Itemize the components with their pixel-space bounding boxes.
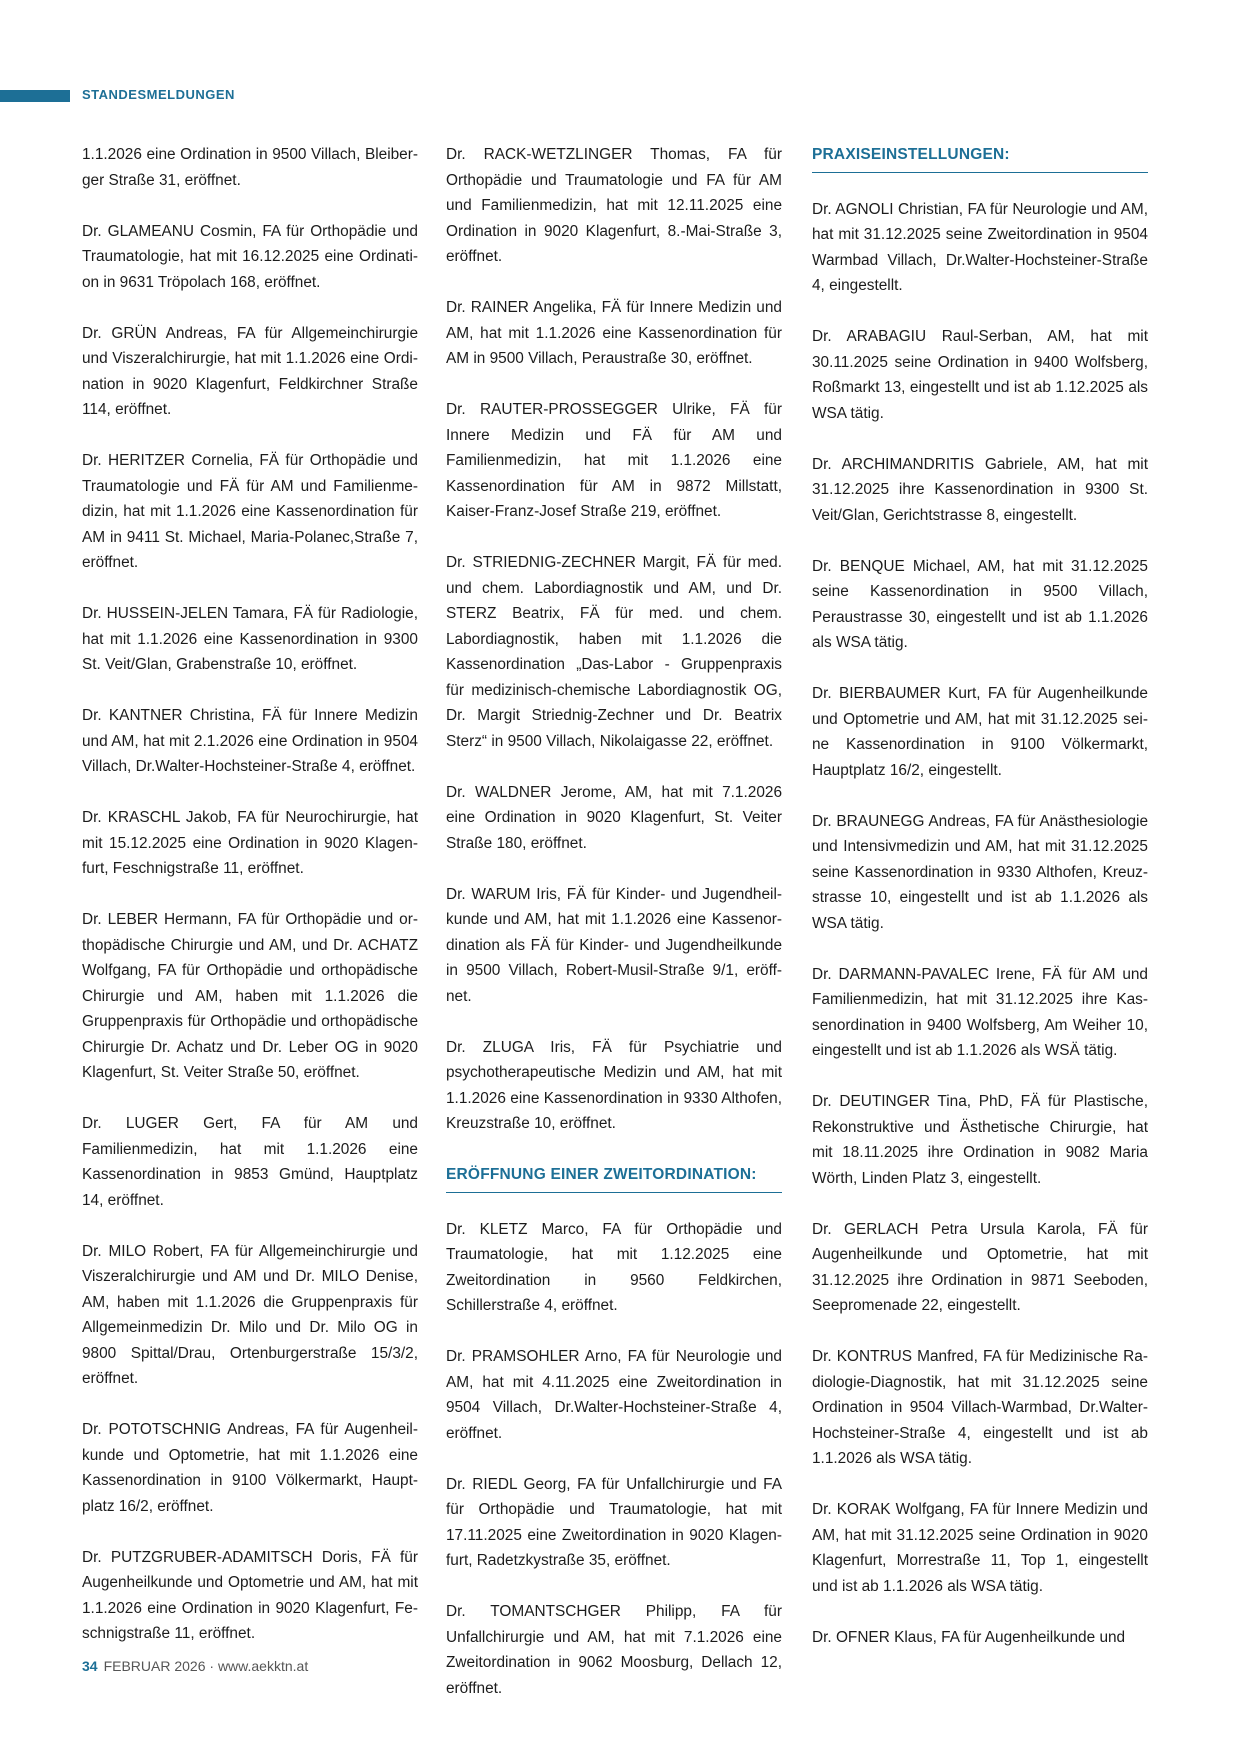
entry: Dr. KANTNER Christina, FÄ für Innere Medizin und AM, hat mit 2.1.2026 eine Ordination in 9504 Villach, Dr.Walter-Hochsteiner-Straße 4, eröffnet. <box>82 707 418 775</box>
entry: Dr. KORAK Wolfgang, FA für Innere Medizin und AM, hat mit 31.12.2025 seine Ordination in 9020 Klagenfurt, Morrestraße 11, Top 1, eingestellt und ist ab 1.1.2026 als WSA tätig. <box>812 1501 1148 1595</box>
entry: Dr. KLETZ Marco, FA für Orthopädie und Traumatologie, hat mit 1.12.2025 eine Zweitordination in 9560 Feldkirchen, Schillerstraße 4, eröffnet. <box>446 1220 782 1314</box>
entry: Dr. BIERBAUMER Kurt, FA für Augenheilkunde und Optometrie und AM, hat mit 31.12.2025 seine Kassenordination in 9100 Völkermarkt, Hauptplatz 16/2, eingestellt. <box>812 685 1148 779</box>
entry: Dr. WARUM Iris, FÄ für Kinder- und Jugendheilkunde und AM, hat mit 1.1.2026 eine Kassenordination als FÄ für Kinder- und Jugendheilkunde in 9500 Villach, Robert-Musil-Straße 9/1, eröffnet. <box>446 885 782 1005</box>
entry: Dr. MILO Robert, FA für Allgemeinchirurgie und Viszeralchirurgie und AM und Dr. MILO Denise, AM, haben mit 1.1.2026 die Gruppenpraxis für Allgemeinmedizin Dr. Milo und Dr. Milo OG in 9800 Spittal/Drau, Ortenburgerstraße 15/3/2, eröffnet. <box>82 1242 418 1387</box>
entry: Dr. LUGER Gert, FA für AM und Familienmedizin, hat mit 1.1.2026 eine Kassenordination in 9853 Gmünd, Hauptplatz 14, eröffnet. <box>82 1115 418 1209</box>
entry: Dr. LEBER Hermann, FA für Orthopädie und orthopädische Chirurgie und AM, und Dr. ACHATZ Wolfgang, FA für Orthopädie und orthopädische Chirurgie und AM, haben mit 1.1.2026 die Gruppenpraxis für Orthopädie und orthopädische Chirurgie Dr. Achatz und Dr. Leber OG in 9020 Klagenfurt, St. Veiter Straße 50, eröffnet. <box>82 911 418 1081</box>
entry: Dr. TOMANTSCHGER Philipp, FA für Unfallchirurgie und AM, hat mit 7.1.2026 eine Zweitordination in 9062 Moosburg, Dellach 12, eröffnet. <box>446 1603 782 1697</box>
entry: Dr. RAUTER-PROSSEGGER Ulrike, FÄ für Innere Medizin und FÄ für AM und Familienmedizin, hat mit 1.1.2026 eine Kassenordination für AM in 9872 Millstatt, Kaiser-Franz-Josef Straße 219, eröffnet. <box>446 401 782 520</box>
entry: Dr. DEUTINGER Tina, PhD, FÄ für Plastische, Rekonstruktive und Ästhetische Chirurgie, hat mit 18.11.2025 ihre Ordination in 9082 Maria Wörth, Linden Platz 3, eingestellt. <box>812 1093 1148 1187</box>
section-accent-bar <box>0 90 70 102</box>
entry: Dr. ARABAGIU Raul-Serban, AM, hat mit 30.11.2025 seine Ordination in 9400 Wolfsberg, Roßmarkt 13, eingestellt und ist ab 1.12.2025 als WSA tätig. <box>812 328 1148 422</box>
entry: Dr. RACK-WETZLINGER Thomas, FA für Orthopädie und Traumatologie und FA für AM und Familienmedizin, hat mit 12.11.2025 eine Ordination in 9020 Klagenfurt, 8.-Mai-Straße 3, eröffnet. <box>446 146 782 265</box>
entry: Dr. KONTRUS Manfred, FA für Medizinische Radiologie-Diagnostik, hat mit 31.12.2025 seine Ordination in 9504 Villach-Warmbad, Dr.Walter-Hochsteiner-Straße 4, eingestellt und ist ab 1.1.2026 als WSA tätig. <box>812 1348 1148 1467</box>
entry: Dr. PUTZGRUBER-ADAMITSCH Doris, FÄ für Augenheilkunde und Optometrie und AM, hat mit 1.1.2026 eine Ordination in 9020 Klagenfurt, Feschnigstraße 11, eröffnet. <box>82 1548 418 1642</box>
entry: Dr. STRIEDNIG-ZECHNER Margit, FÄ für med. und chem. Labordiagnostik und AM, und Dr. STERZ Beatrix, FÄ für med. und chem. Labordiagnostik, haben mit 1.1.2026 die Kassenordination „Das-Labor - Gruppenpraxis für medizinisch-chemische Labordiagnostik OG, Dr. Margit Striednig-Zechner und Dr. Beatrix Sterz“ in 9500 Villach, Nikolaigasse 22, eröffnet. <box>446 554 782 750</box>
column-1 <box>82 142 418 1672</box>
section-heading-praxiseinstellungen: PRAXISEINSTELLUNGEN: <box>812 142 1148 173</box>
entry: Dr. KRASCHL Jakob, FA für Neurochirurgie, hat mit 15.12.2025 eine Ordination in 9020 Klagenfurt, Feschnigstraße 11, eröffnet. <box>82 809 418 877</box>
entry: Dr. PRAMSOHLER Arno, FA für Neurologie und AM, hat mit 4.11.2025 eine Zweitordination in 9504 Villach, Dr.Walter-Hochsteiner-Straße 4, eröffnet. <box>446 1348 782 1442</box>
entry: Dr. OFNER Klaus, FA für Augenheilkunde und <box>812 1628 1126 1646</box>
page-footer <box>82 1658 308 1674</box>
entry: Dr. BRAUNEGG Andreas, FA für Anästhesiologie und Intensivmedizin und AM, hat mit 31.12.2025 seine Kassenordination in 9330 Althofen, Kreuzstrasse 10, eingestellt und ist ab 1.1.2026 als WSA tätig. <box>812 812 1148 932</box>
entry: Dr. GLAMEANU Cosmin, FA für Orthopädie und Traumatologie, hat mit 16.12.2025 eine Ordination in 9631 Tröpolach 168, eröffnet. <box>82 222 418 291</box>
entry: Dr. POTOTSCHNIG Andreas, FA für Augenheilkunde und Optometrie, hat mit 1.1.2026 eine Kassenordination in 9100 Völkermarkt, Hauptplatz 16/2, eröffnet. <box>82 1421 418 1515</box>
entry: 1.1.2026 eine Ordination in 9500 Villach, Bleiberger Straße 31, eröffnet. <box>82 146 418 189</box>
entry: Dr. GRÜN Andreas, FA für Allgemeinchirurgie und Viszeralchirurgie, hat mit 1.1.2026 eine Ordination in 9020 Klagenfurt, Feldkirchner Straße 114, eröffnet. <box>82 324 418 418</box>
entry: Dr. BENQUE Michael, AM, hat mit 31.12.2025 seine Kassenordination in 9500 Villach, Peraustrasse 30, eingestellt und ist ab 1.1.2026 als WSA tätig. <box>812 557 1148 651</box>
entry: Dr. WALDNER Jerome, AM, hat mit 7.1.2026 eine Ordination in 9020 Klagenfurt, St. Veiter Straße 180, eröffnet. <box>446 783 782 852</box>
entry: Dr. AGNOLI Christian, FA für Neurologie und AM, hat mit 31.12.2025 seine Zweitordination in 9504 Warmbad Villach, Dr.Walter-Hochsteiner-Straße 4, eingestellt. <box>812 200 1148 294</box>
footer-text: FEBRUAR 2026 · www.aekktn.at <box>103 1658 309 1674</box>
entry: Dr. ZLUGA Iris, FÄ für Psychiatrie und psychotherapeutische Medizin und AM, hat mit 1.1.2026 eine Kassenordination in 9330 Althofen, Kreuzstraße 10, eröffnet. <box>446 1038 782 1132</box>
entry: Dr. GERLACH Petra Ursula Karola, FÄ für Augenheilkunde und Optometrie, hat mit 31.12.2025 ihre Ordination in 9871 Seeboden, Seepromenade 22, eingestellt. <box>812 1220 1148 1314</box>
entry: Dr. RAINER Angelika, FÄ für Innere Medizin und AM, hat mit 1.1.2026 eine Kassenordination für AM in 9500 Villach, Peraustraße 30, eröffnet. <box>446 299 782 367</box>
entry: Dr. HERITZER Cornelia, FÄ für Orthopädie und Traumatologie und FÄ für AM und Familienmedizin, hat mit 1.1.2026 eine Kassenordination für AM in 9411 St. Michael, Maria-Polanec,Straße 7, eröffnet. <box>82 452 418 571</box>
entry: Dr. DARMANN-PAVALEC Irene, FÄ für AM und Familienmedizin, hat mit 31.12.2025 ihre Kassenordination in 9400 Wolfsberg, Am Weiher 10, eingestellt und ist ab 1.1.2026 als WSÄ tätig. <box>812 965 1148 1059</box>
entry: Dr. ARCHIMANDRITIS Gabriele, AM, hat mit 31.12.2025 ihre Kassenordination in 9300 St. Veit/Glan, Gerichtstrasse 8, eingestellt. <box>812 455 1148 524</box>
page-number: 34 <box>82 1658 98 1674</box>
section-label: STANDESMELDUNGEN <box>82 87 235 102</box>
column-3 <box>812 142 1148 1676</box>
entry: Dr. HUSSEIN-JELEN Tamara, FÄ für Radiologie, hat mit 1.1.2026 eine Kassenordination in 9300 St. Veit/Glan, Grabenstraße 10, eröffnet. <box>82 605 418 673</box>
section-heading-zweitordination: ERÖFFNUNG EINER ZWEITORDINATION: <box>446 1162 782 1193</box>
entry: Dr. RIEDL Georg, FA für Unfallchirurgie und FA für Orthopädie und Traumatologie, hat mit 17.11.2025 eine Zweitordination in 9020 Klagenfurt, Radetzkystraße 35, eröffnet. <box>446 1475 782 1569</box>
column-2 <box>446 142 782 1727</box>
